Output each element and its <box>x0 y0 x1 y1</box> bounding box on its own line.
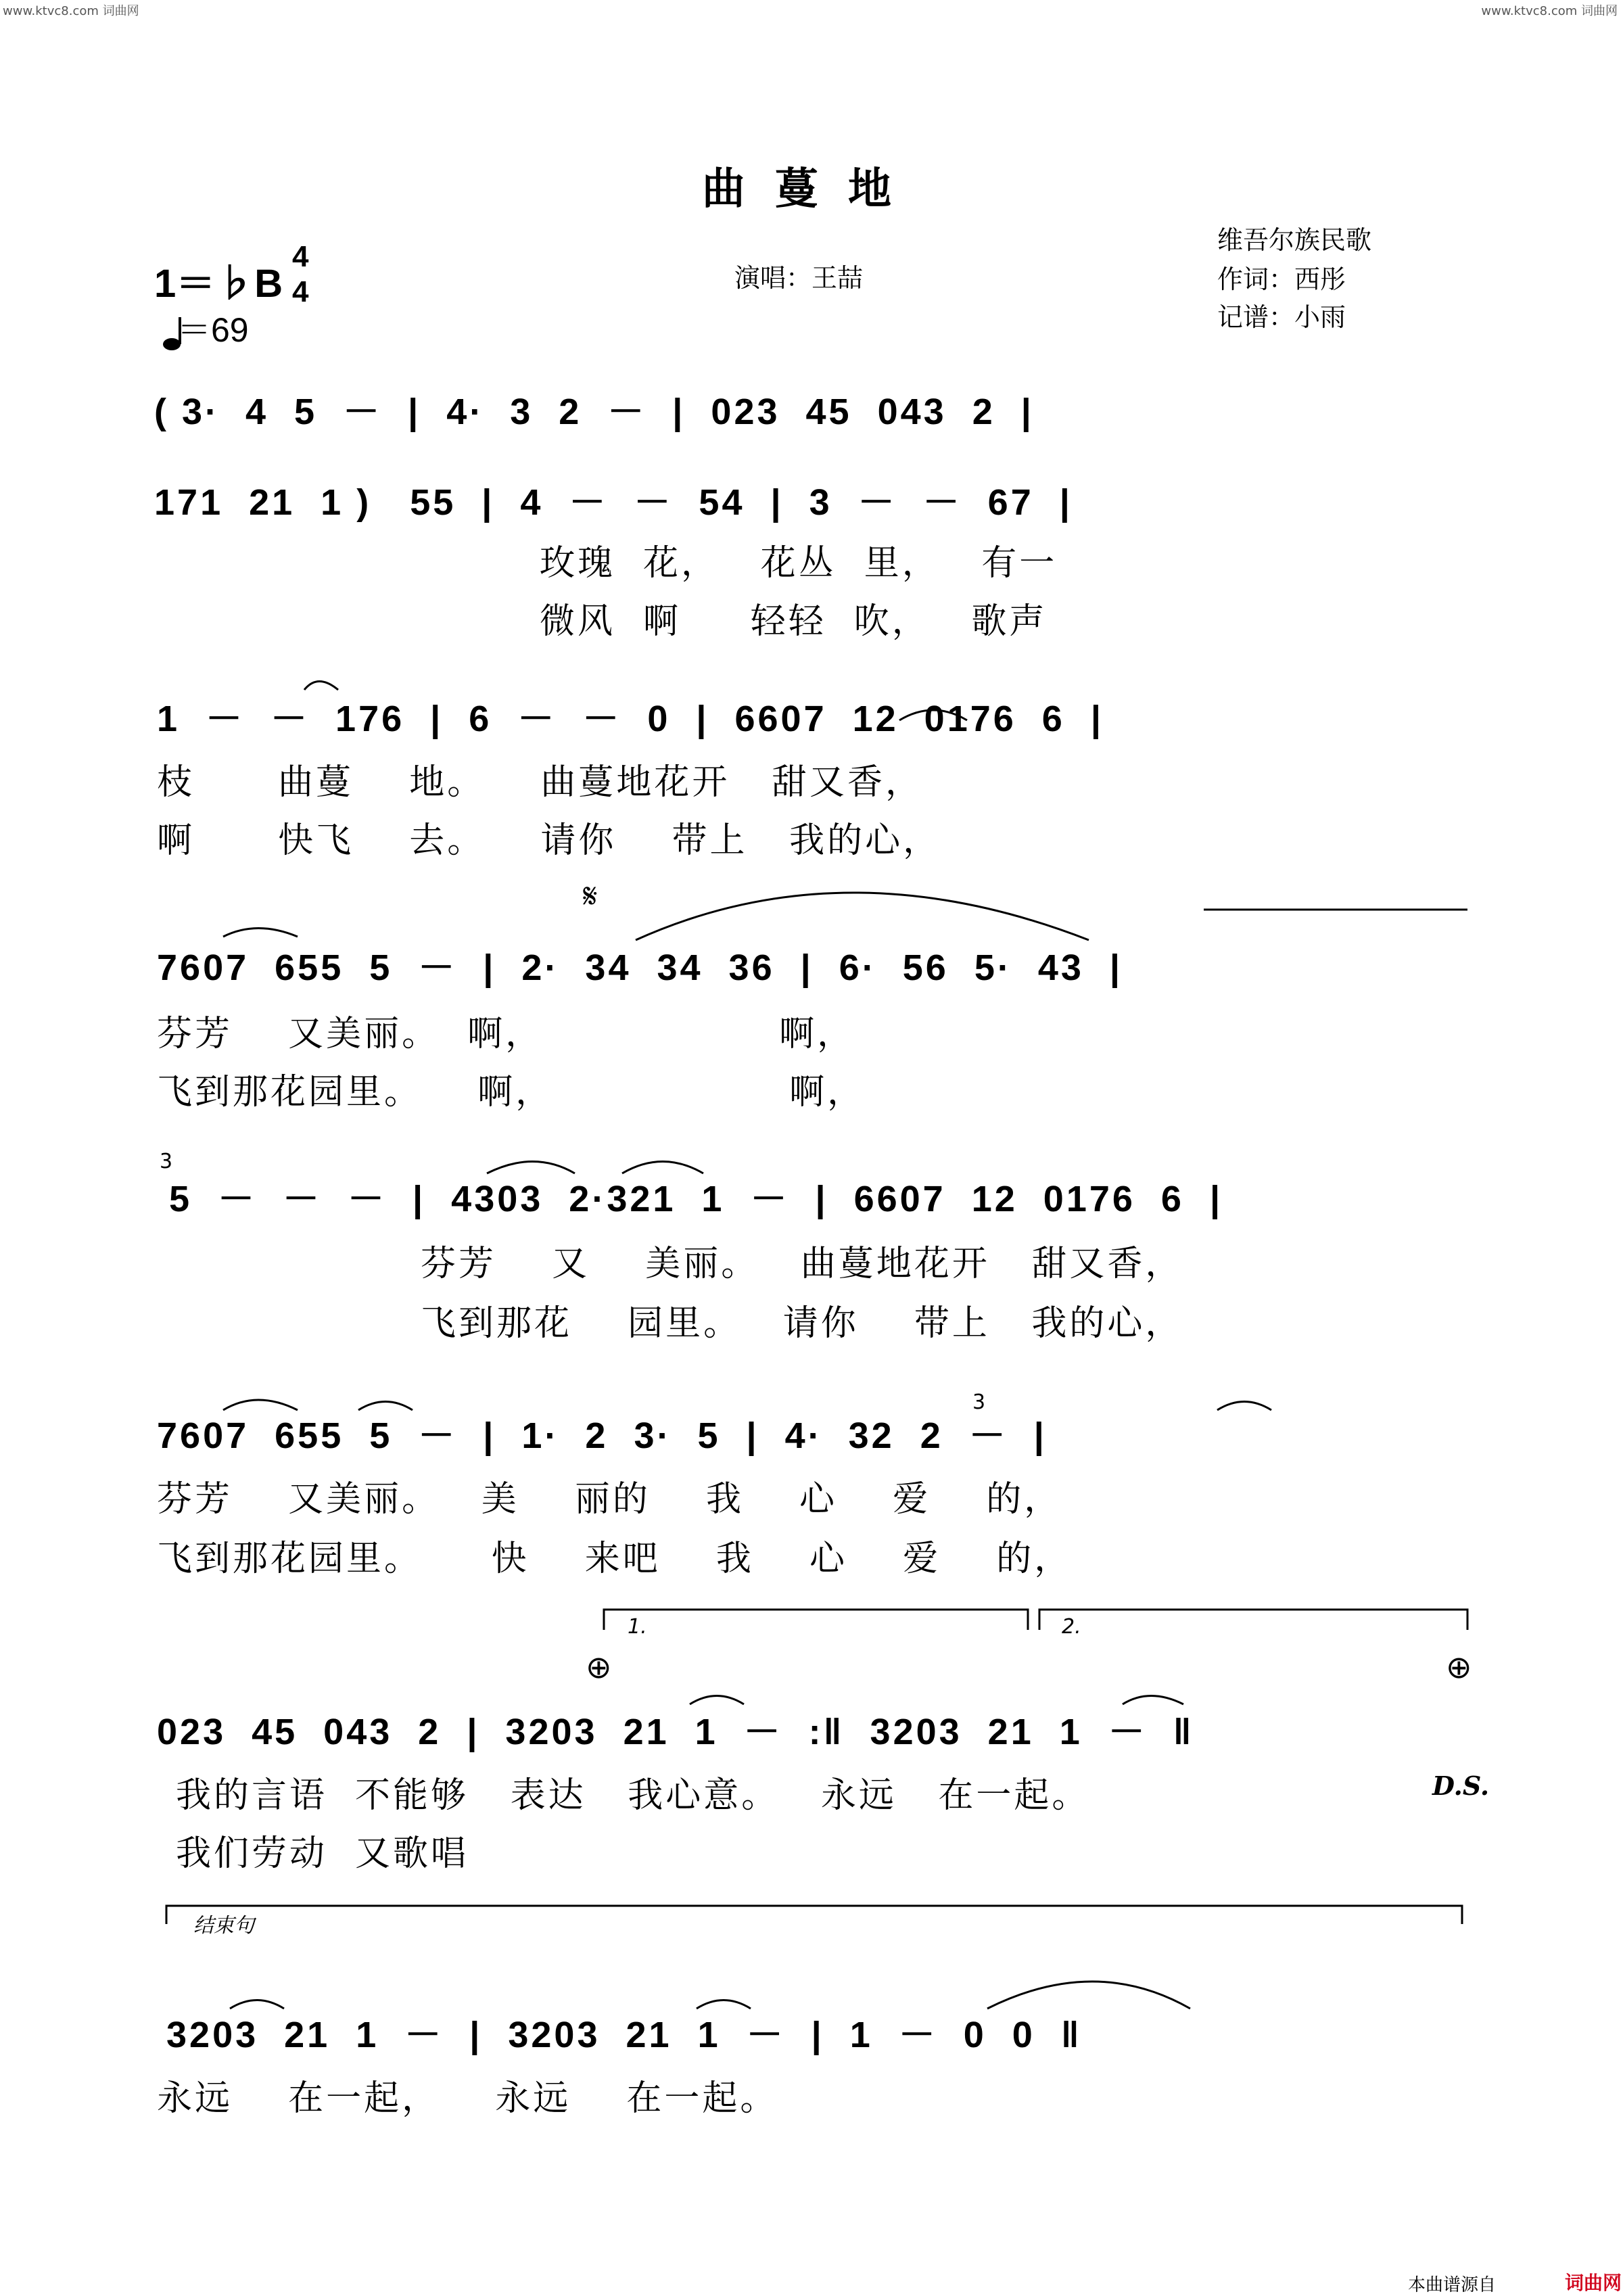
dal-segno: D.S. <box>1432 1771 1490 1801</box>
performer: 演唱：王喆 <box>734 263 864 293</box>
system-7-lyrics-2: 我们劳动 又歌唱 <box>176 1833 469 1874</box>
tempo-marking: ＝69 <box>177 311 249 349</box>
system-6-grace-note: 3 <box>972 1390 986 1414</box>
footer-brand: 词曲网 <box>1565 2272 1622 2294</box>
slur <box>1123 1696 1183 1705</box>
system-6-lyrics-2: 飞到那花园里。 快 来吧 我 心 爱 的， <box>157 1539 1073 1579</box>
slur <box>636 893 1089 940</box>
footer-source: 本曲谱源自 <box>1408 2275 1497 2295</box>
system-4-lyrics-2: 飞到那花园里。 啊， 啊， <box>157 1072 866 1112</box>
system-3-lyrics-1: 枝 曲蔓 地。 曲蔓地花开 甜又香， <box>157 762 923 803</box>
slur <box>230 2000 284 2009</box>
system-5-grace-note: 3 <box>160 1150 173 1173</box>
slur <box>487 1162 575 1174</box>
volta-2-label: 2. <box>1062 1615 1081 1639</box>
volta-bracket-1 <box>604 1610 1028 1630</box>
slur <box>690 1696 744 1705</box>
system-2-lyrics-2: 微风 啊 轻轻 吹， 歌声 <box>540 601 1048 642</box>
system-1-notes: ( 3· 4 5 － | 4· 3 2 － | 023 45 043 2 | <box>154 392 1034 432</box>
ending-bracket <box>166 1906 1462 1924</box>
system-7-notes: 023 45 043 2 | 3203 21 1 － :‖ 3203 21 1 － ‖ <box>157 1712 1194 1752</box>
system-4-notes: 7607 655 5 － | 2· 34 34 36 | 6· 56 5· 43 | <box>157 947 1123 988</box>
volta-bracket-2 <box>1039 1610 1467 1630</box>
slur <box>987 1982 1190 2009</box>
system-3-notes: 1 － － 176 | 6 － － 0 | 6607 12 0176 6 | <box>157 699 1104 739</box>
volta-1-label: 1. <box>628 1615 647 1639</box>
time-signature-bottom: 4 <box>292 275 309 308</box>
system-2-notes: 171 21 1 ) 55 | 4 － － 54 | 3 － － 67 | <box>154 482 1073 523</box>
transcriber: 记谱：小雨 <box>1217 302 1346 332</box>
time-signature-top: 4 <box>292 240 309 273</box>
slur <box>899 710 967 720</box>
ending-phrase-label: 结束句 <box>193 1914 254 1938</box>
system-5-lyrics-1: 芬芳 又 美丽。 曲蔓地花开 甜又香， <box>421 1244 1183 1284</box>
system-8-notes: 3203 21 1 － | 3203 21 1 － | 1 － 0 0 ‖ <box>166 2015 1082 2055</box>
coda-sign-1: ⊕ <box>586 1649 612 1685</box>
slur <box>697 2000 751 2009</box>
slur <box>1217 1402 1271 1411</box>
slur <box>223 929 298 937</box>
song-title: 曲蔓地 <box>702 164 921 214</box>
lyricist: 作词：西彤 <box>1217 264 1346 294</box>
system-7-lyrics-1: 我的言语 不能够 表达 我心意。 永远 在一起。 <box>176 1775 1090 1816</box>
system-4-lyrics-1: 芬芳 又美丽。 啊， 啊， <box>157 1014 855 1054</box>
header-site-left: www.ktvc8.com 词曲网 <box>3 4 139 18</box>
system-5-lyrics-2: 飞到那花 园里。 请你 带上 我的心， <box>421 1303 1183 1344</box>
system-8-lyrics-1: 永远 在一起， 永远 在一起。 <box>157 2078 778 2119</box>
system-6-notes: 7607 655 5 － | 1· 2 3· 5 | 4· 32 2 － | <box>157 1415 1047 1456</box>
header-site-right: www.ktvc8.com 词曲网 <box>1481 4 1618 18</box>
slur <box>358 1402 413 1411</box>
slur <box>304 682 338 690</box>
system-6-lyrics-1: 芬芳 又美丽。 美 丽的 我 心 爱 的， <box>157 1479 1062 1520</box>
slur <box>622 1162 703 1174</box>
key-signature: 1＝♭B <box>154 262 283 306</box>
system-2-lyrics-1: 玫瑰 花， 花丛 里， 有一 <box>540 543 1058 584</box>
slur <box>223 1400 298 1410</box>
system-5-notes: 5 － － － | 4303 2·321 1 － | 6607 12 0176 6 | <box>169 1179 1223 1219</box>
coda-sign-2: ⊕ <box>1446 1649 1472 1685</box>
segno-sign: 𝄋 <box>583 876 598 916</box>
system-3-lyrics-2: 啊 快飞 去。 请你 带上 我的心， <box>157 820 941 861</box>
origin: 维吾尔族民歌 <box>1217 225 1372 255</box>
